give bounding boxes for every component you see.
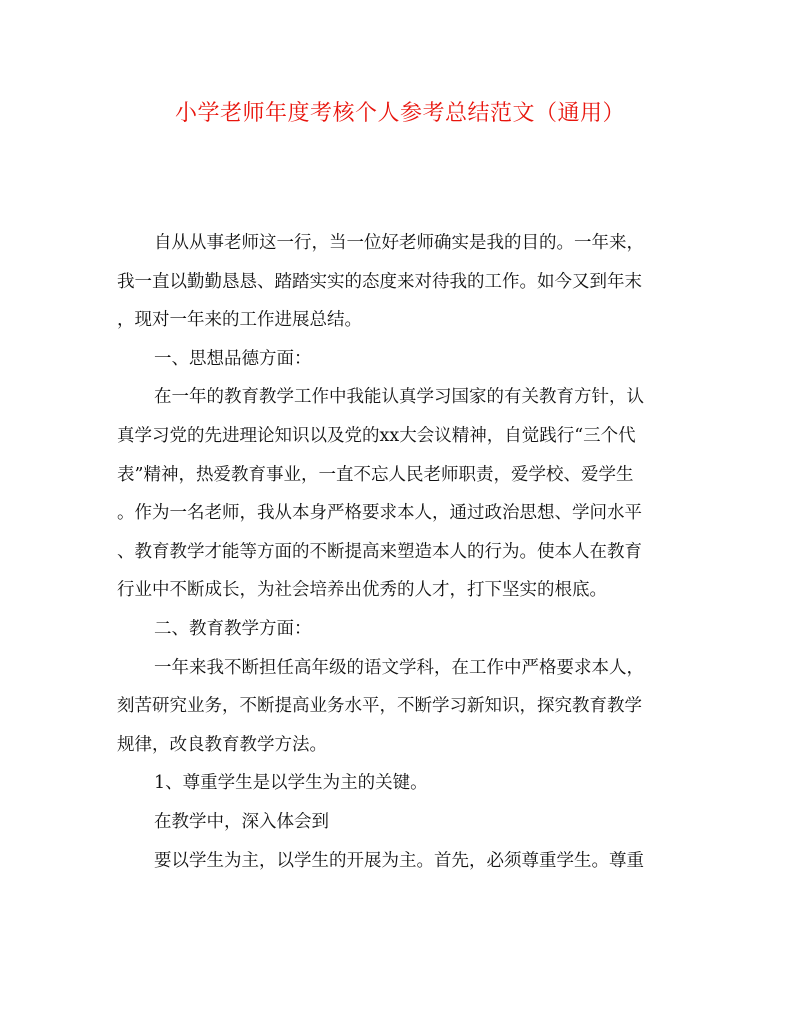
body-line: 要以学生为主，以学生的开展为主。首先，必须尊重学生。尊重 xyxy=(154,850,644,871)
body-line: 、教育教学才能等方面的不断提高来塑造本人的行为。使本人在教育 xyxy=(117,541,642,562)
body-line: 。作为一名老师，我从本身严格要求本人，通过政治思想、学问水平 xyxy=(117,503,642,524)
section-heading-ideology: 一、思想品德方面： xyxy=(154,348,312,369)
document-title: 小学老师年度考核个人参考总结范文（通用） xyxy=(174,101,625,126)
body-line: 表”精神，热爱教育事业，一直不忘人民老师职责，爱学校、爱学生 xyxy=(117,464,634,485)
body-line: 在一年的教育教学工作中我能认真学习国家的有关教育方针，认 xyxy=(154,387,644,408)
body-line: 规律，改良教育教学方法。 xyxy=(117,734,327,755)
body-line: 在教学中，深入体会到 xyxy=(154,811,329,832)
numbered-item: 1、尊重学生是以学生为主的关键。 xyxy=(154,773,428,794)
document-body xyxy=(117,224,687,880)
body-line: 真学习党的先进理论知识以及党的xx大会议精神，自觉践行“三个代 xyxy=(117,425,636,446)
body-line: 自从从事老师这一行，当一位好老师确实是我的目的。一年来， xyxy=(154,233,644,253)
section-heading-teaching: 二、教育教学方面： xyxy=(154,618,312,639)
body-line: ，现对一年来的工作进展总结。 xyxy=(117,310,362,331)
body-line: 一年来我不断担任高年级的语文学科，在工作中严格要求本人， xyxy=(154,657,644,678)
body-line: 我一直以勤勤恳恳、踏踏实实的态度来对待我的工作。如今又到年末 xyxy=(117,271,642,292)
body-line: 刻苦研究业务，不断提高业务水平，不断学习新知识，探究教育教学 xyxy=(117,696,642,717)
body-line: 行业中不断成长，为社会培养出优秀的人才，打下坚实的根底。 xyxy=(117,580,607,601)
